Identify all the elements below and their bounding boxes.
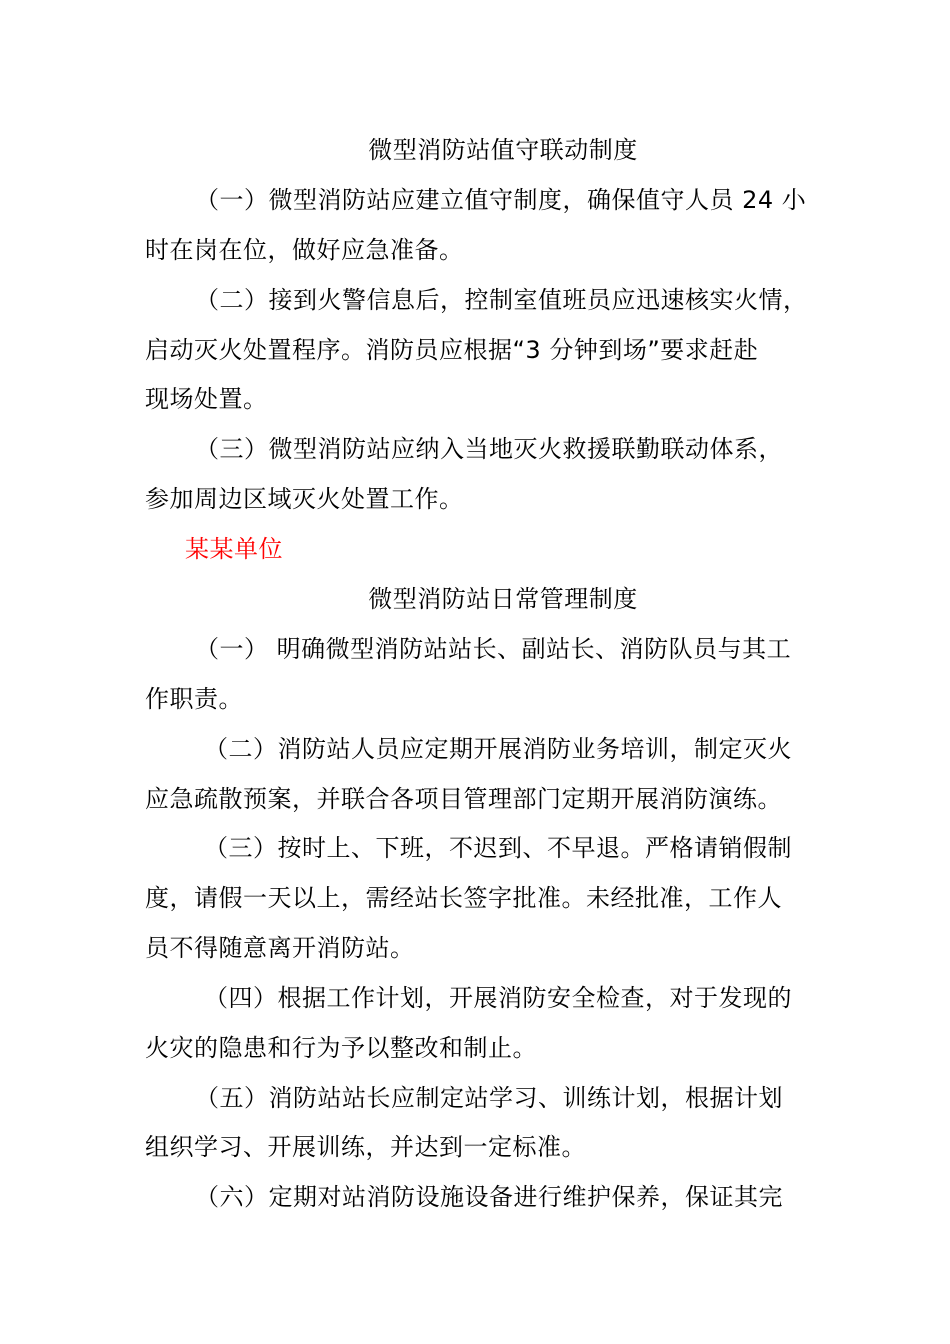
paragraph-line: 时在岗在位，做好应急准备。 bbox=[145, 236, 464, 264]
section-title: 微型消防站值守联动制度 bbox=[368, 136, 638, 164]
paragraph-line: 参加周边区域灭火处置工作。 bbox=[145, 485, 464, 513]
unit-name: 某某单位 bbox=[185, 535, 283, 563]
paragraph-line: 员不得随意离开消防站。 bbox=[145, 934, 415, 962]
paragraph-line: 作职责。 bbox=[145, 685, 243, 713]
section-title: 微型消防站日常管理制度 bbox=[368, 585, 638, 613]
paragraph-line: （二）消防站人员应定期开展消防业务培训，制定灭火 bbox=[204, 735, 792, 763]
paragraph-line: （三）按时上、下班，不迟到、不早退。严格请销假制 bbox=[204, 834, 792, 862]
paragraph-line: 度，请假一天以上，需经站长签字批准。未经批准，工作人 bbox=[145, 884, 782, 912]
paragraph-line: 火灾的隐患和行为予以整改和制止。 bbox=[145, 1034, 537, 1062]
paragraph-line: （一） 明确微型消防站站长、副站长、消防队员与其工 bbox=[195, 635, 792, 663]
paragraph-line: （五）消防站站长应制定站学习、训练计划，根据计划 bbox=[195, 1084, 783, 1112]
paragraph-line: （二）接到火警信息后，控制室值班员应迅速核实火情， bbox=[195, 286, 808, 314]
paragraph-line: 应急疏散预案，并联合各项目管理部门定期开展消防演练。 bbox=[145, 785, 782, 813]
paragraph-line: （四）根据工作计划，开展消防安全检查，对于发现的 bbox=[204, 984, 792, 1012]
paragraph-line: 组织学习、开展训练，并达到一定标准。 bbox=[145, 1133, 586, 1161]
paragraph-line: （一）微型消防站应建立值守制度，确保值守人员 24 小 bbox=[195, 186, 807, 214]
paragraph-line: （三）微型消防站应纳入当地灭火救援联勤联动体系， bbox=[195, 435, 783, 463]
paragraph-line: （六）定期对站消防设施设备进行维护保养，保证其完 bbox=[195, 1183, 783, 1211]
paragraph-line: 启动灭火处置程序。消防员应根据“3 分钟到场”要求赶赴 bbox=[145, 336, 759, 364]
paragraph-line: 现场处置。 bbox=[145, 385, 268, 413]
